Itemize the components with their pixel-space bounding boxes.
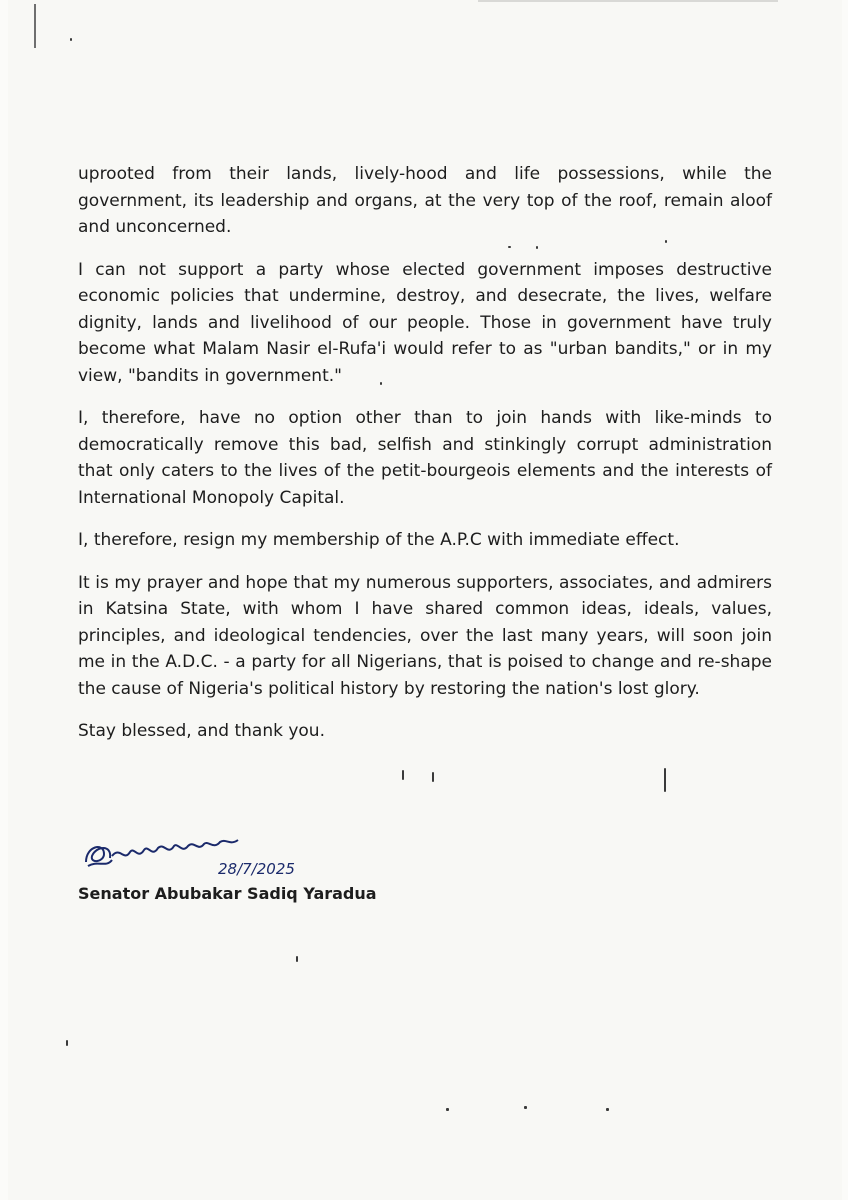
scan-speck [66,1040,68,1046]
scan-speck [524,1106,527,1109]
signature-block [78,832,398,903]
scan-speck [402,770,404,780]
handwritten-signature [78,832,368,880]
paragraph-3: I, therefore, have no option other than to join hands with like-minds to democratically remove this bad, selfish and stinkingly corrupt administration that only caters to the lives of the petit-bourgeois elements and the interests of International Monopoly Capital. [78,408,772,508]
signature-date: 28/7/2025 [218,860,295,878]
scan-speck [664,768,666,792]
paragraph-4: I, therefore, resign my membership of the A.P.C with immediate effect. [78,530,680,550]
letter-body [78,161,772,761]
closing-line: Stay blessed, and thank you. [78,721,325,741]
scan-edge-mark [34,4,36,48]
scan-top-line [478,0,778,2]
scan-speck [446,1108,449,1111]
signer-name: Senator Abubakar Sadiq Yaradua [78,884,377,903]
scan-speck [432,772,434,782]
scan-speck [606,1108,609,1111]
paper-sheet [8,0,842,1200]
scan-speck [70,38,72,41]
paragraph-5: It is my prayer and hope that my numerous supporters, associates, and admirers in Katsina State, with whom I have shared common ideas, ideals, values, principles, and ideological tendencies, over the last many years, will soon join me in the A.D.C. - a party for all Nigerians, that is poised to change and re-shape the cause of Nigeria's political history by restoring the nation's lost glory. [78,572,772,699]
paragraph-2: I can not support a party whose elected government imposes destructive economic policies that undermine, destroy, and desecrate, the lives, welfare dignity, lands and livelihood of our people. Those in government have truly become what Malam Nasir el-Rufa'i would refer to as "urban bandits," or in my view, "bandits in government." [78,259,772,386]
paragraph-1: uprooted from their lands, lively-hood and life possessions, while the government, its leadership and organs, at the very top of the roof, remain aloof and unconcerned. [78,164,772,237]
scan-speck [296,956,298,962]
